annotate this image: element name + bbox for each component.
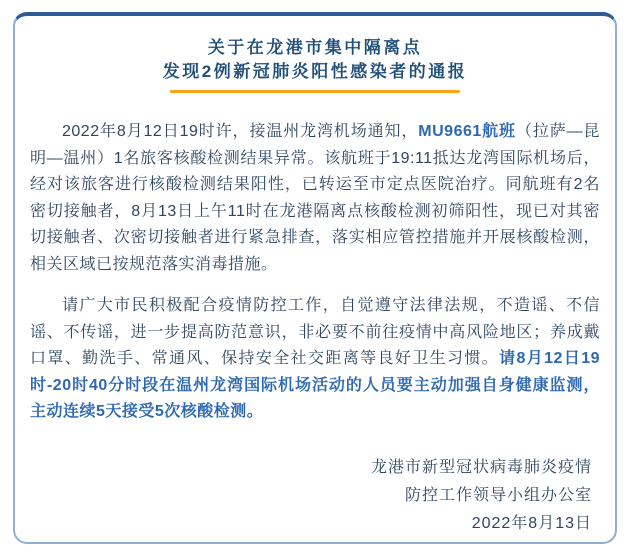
title-divider xyxy=(170,90,460,93)
signature-org-line1: 龙港市新型冠状病毒肺炎疫情 xyxy=(370,458,592,476)
notice-paragraph xyxy=(30,119,600,278)
notice-title-line1: 关于在龙港市集中隔离点 xyxy=(207,38,423,57)
notice-title-line2: 发现2例新冠肺炎阳性感染者的通报 xyxy=(162,62,468,81)
body-text: （拉萨—昆明—温州）1名旅客核酸检测结果异常。该航班于19:11抵达龙湾国际机场后，经对该旅客进行核酸检测结果阳性，已转运至市定点医院治疗。同航班有2名密切接触者，8月13日上午11时在龙港隔离点核酸检测初筛阳性，现已对其密切接触者、次密切接触者进行紧急排查，落实相应管控措施并开展核酸检测，相关区域已按规范落实消毒措施。 xyxy=(30,123,600,273)
notice-body xyxy=(30,119,600,426)
highlighted-text: MU9661航班 xyxy=(418,123,516,140)
body-text: 请广大市民积极配合疫情防控工作，自觉遵守法律法规，不造谣、不信谣、不传谣，进一步提高防范意识，非必要不前往疫情中高风险地区；养成戴口罩、勤洗手、常通风、保持安全社交距离等良好卫生习惯。 xyxy=(30,297,600,367)
notice-card xyxy=(13,12,617,544)
notice-paragraph xyxy=(30,293,600,426)
signature-org-line2: 防控工作领导小组办公室 xyxy=(404,486,592,504)
signature-date: 2022年8月13日 xyxy=(471,514,592,532)
body-text: 2022年8月12日19时许，接温州龙湾机场通知， xyxy=(62,123,419,140)
notice-title xyxy=(30,36,600,84)
highlighted-text: 请8月12日19时-20时40分时段在温州龙湾国际机场活动的人员要主动加强自身健康监测，主动连续5天接受5次核酸检测。 xyxy=(30,350,600,420)
signature-block xyxy=(30,454,600,538)
